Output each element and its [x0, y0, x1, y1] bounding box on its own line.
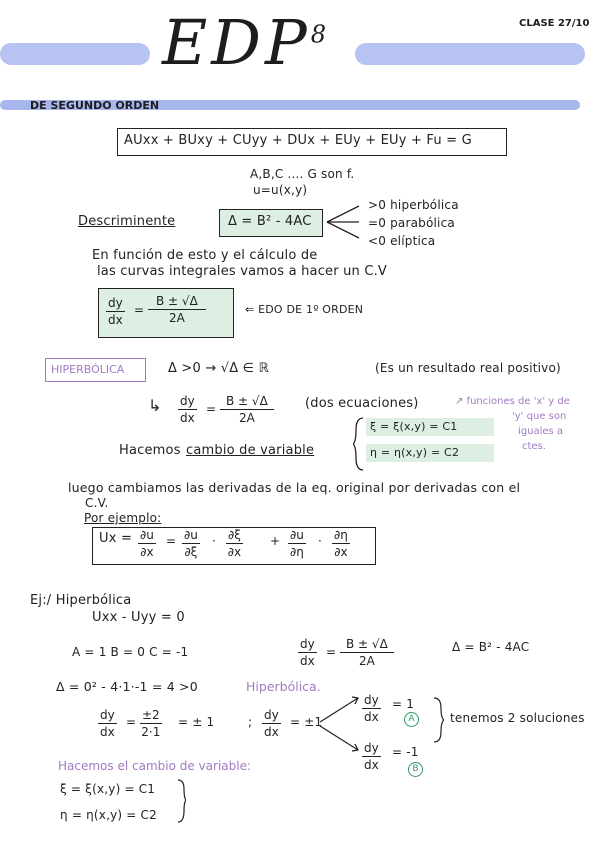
solution-a-num: dy [364, 693, 379, 707]
chain-t1 [138, 528, 156, 559]
example-frac-den: dx [300, 654, 315, 668]
example-step-den: 2·1 [141, 725, 161, 739]
solution-a-den: dx [364, 710, 379, 724]
example-step-rhs [140, 708, 162, 739]
chain-t3-den: ∂x [227, 545, 242, 559]
example-step2-frac [262, 708, 281, 739]
solution-arrows [318, 692, 364, 762]
discriminant-case-1: >0 hiperbólica [368, 198, 459, 212]
chain-dot-1: · [212, 534, 217, 548]
change-label-under: cambio de variable [186, 443, 315, 458]
example-change-1: ξ = ξ(x,y) = C1 [60, 782, 156, 796]
date-label: CLASE 27/10 [519, 18, 590, 29]
example-equation: Uxx - Uyy = 0 [92, 610, 185, 625]
solution-b-den: dx [364, 758, 379, 772]
chain-t2-num: ∂u [184, 528, 198, 542]
example-fraction [298, 637, 317, 668]
hiperbolica-rhs-fraction [220, 394, 274, 425]
example-change-brace [176, 778, 186, 824]
title-superscript: 8 [310, 20, 330, 49]
chain-plus: + [270, 534, 281, 548]
example-change-2: η = η(x,y) = C2 [60, 808, 157, 822]
example-coefs: A = 1 B = 0 C = -1 [72, 645, 189, 659]
discriminant-brace [325, 200, 365, 244]
intro-line-1: En función de esto y el cálculo de [92, 248, 318, 263]
chain-eq: = [166, 534, 177, 548]
example-step-num: ±2 [142, 708, 160, 722]
derivatives-line-1: luego cambiamos las derivadas de la eq. original por derivadas con el [68, 480, 521, 495]
chain-t4 [288, 528, 306, 559]
example-rhs-fraction [340, 637, 394, 668]
general-equation: AUxx + BUxy + CUyy + DUx + EUy + EUy + Fu = G [124, 133, 472, 148]
example-disc: Δ = B² - 4AC [452, 640, 530, 654]
hiperbolica-lhs-fraction [178, 394, 197, 425]
header-band-right [355, 43, 585, 65]
solution-b-mark: B [408, 762, 423, 777]
edo-lhs-fraction [106, 296, 125, 327]
chain-t4-den: ∂η [290, 545, 304, 559]
chain-dot-2: · [318, 534, 323, 548]
example-label: Por ejemplo: [84, 511, 162, 525]
side-note-4: ctes. [522, 441, 546, 452]
chain-t3-num: ∂ξ [228, 528, 241, 542]
change-1: ξ = ξ(x,y) = C1 [370, 420, 458, 433]
hiperbolica-label: HIPERBÓLICA [51, 363, 125, 376]
hiperbolica-lhs-num: dy [180, 394, 195, 408]
edo-equals: = [134, 303, 145, 317]
side-note-2: 'y' que son [512, 411, 567, 422]
solution-a-frac [362, 693, 381, 724]
example-step-lhs [98, 708, 117, 739]
example-step-lhs-den: dx [100, 725, 115, 739]
solution-a-val: = 1 [392, 697, 415, 711]
chain-t3 [226, 528, 243, 559]
solution-a-mark: A [404, 712, 419, 727]
hiperbolica-note: (Es un resultado real positivo) [375, 361, 561, 375]
chain-lhs: Ux = [99, 531, 133, 546]
example-step2-pre: ; [248, 715, 253, 729]
solution-b-val: = -1 [392, 745, 419, 759]
chain-t5-den: ∂x [334, 545, 348, 559]
solution-b-frac [362, 741, 381, 772]
example-rhs-den: 2A [358, 654, 375, 668]
solutions-note: tenemos 2 soluciones [450, 711, 585, 725]
change-label-pre: Hacemos [119, 443, 181, 458]
coefficients-note: A,B,C .... G son f. [250, 167, 355, 181]
hiperbolica-arrow: ↳ [148, 396, 162, 415]
u-note: u=u(x,y) [253, 183, 308, 197]
example-step2-den: dx [264, 725, 279, 739]
edo-rhs-fraction [148, 294, 206, 325]
solutions-brace [432, 696, 444, 744]
derivatives-line-2: C.V. [85, 496, 109, 510]
hiperbolica-equals: = [206, 402, 217, 416]
edo-lhs-num: dy [108, 296, 123, 310]
change-2: η = η(x,y) = C2 [370, 446, 460, 459]
example-rhs-num: B ± √Δ [340, 637, 394, 653]
example-title: Ej:/ Hiperbólica [30, 593, 132, 608]
example-step2-eq: = ±1 [290, 715, 323, 729]
example-step-lhs-num: dy [100, 708, 115, 722]
example-frac-num: dy [300, 637, 315, 651]
example-step2-num: dy [264, 708, 279, 722]
chain-t4-num: ∂u [290, 528, 304, 542]
side-note-3: iguales a [518, 426, 564, 437]
example-change-note: Hacemos el cambio de variable: [58, 759, 252, 773]
edo-rhs-num: B ± √Δ [148, 294, 206, 310]
discriminant-label: Descriminente [78, 214, 176, 229]
change-brace [353, 416, 365, 472]
solution-b-num: dy [364, 741, 379, 755]
example-frac-equals: = [326, 645, 337, 659]
title-text: EDP [162, 6, 311, 79]
example-step-equals: = [126, 715, 137, 729]
discriminant-case-3: <0 elíptica [368, 234, 436, 248]
section-title: DE SEGUNDO ORDEN [30, 99, 160, 112]
hiperbolica-lhs-den: dx [180, 411, 195, 425]
hiperbolica-rhs-den: 2A [238, 411, 255, 425]
chain-t1-num: ∂u [140, 528, 154, 542]
page-title [162, 6, 330, 79]
hiperbolica-condition: Δ >0 → √Δ ∈ ℝ [168, 361, 270, 376]
edo-lhs-den: dx [108, 313, 123, 327]
chain-t1-den: ∂x [140, 545, 154, 559]
side-note-1: ↗ funciones de 'x' y de [455, 396, 570, 407]
header-band-left [0, 43, 150, 65]
intro-line-2: las curvas integrales vamos a hacer un C.V [97, 264, 388, 279]
hiperbolica-rhs-num: B ± √Δ [220, 394, 274, 410]
chain-t2 [182, 528, 200, 559]
example-calc-result: Hiperbólica. [246, 679, 321, 694]
example-calc: Δ = 0² - 4·1·-1 = 4 >0 [56, 679, 198, 694]
discriminant-formula: Δ = B² - 4AC [228, 214, 312, 229]
chain-t5-num: ∂η [334, 528, 348, 542]
two-equations: (dos ecuaciones) [305, 396, 419, 411]
example-step-eq: = ± 1 [178, 715, 215, 729]
chain-t5 [332, 528, 350, 559]
discriminant-case-2: =0 parabólica [368, 216, 455, 230]
edo-note: ⇐ EDO DE 1º ORDEN [245, 303, 364, 316]
chain-t2-den: ∂ξ [184, 545, 198, 559]
edo-rhs-den: 2A [168, 311, 185, 325]
